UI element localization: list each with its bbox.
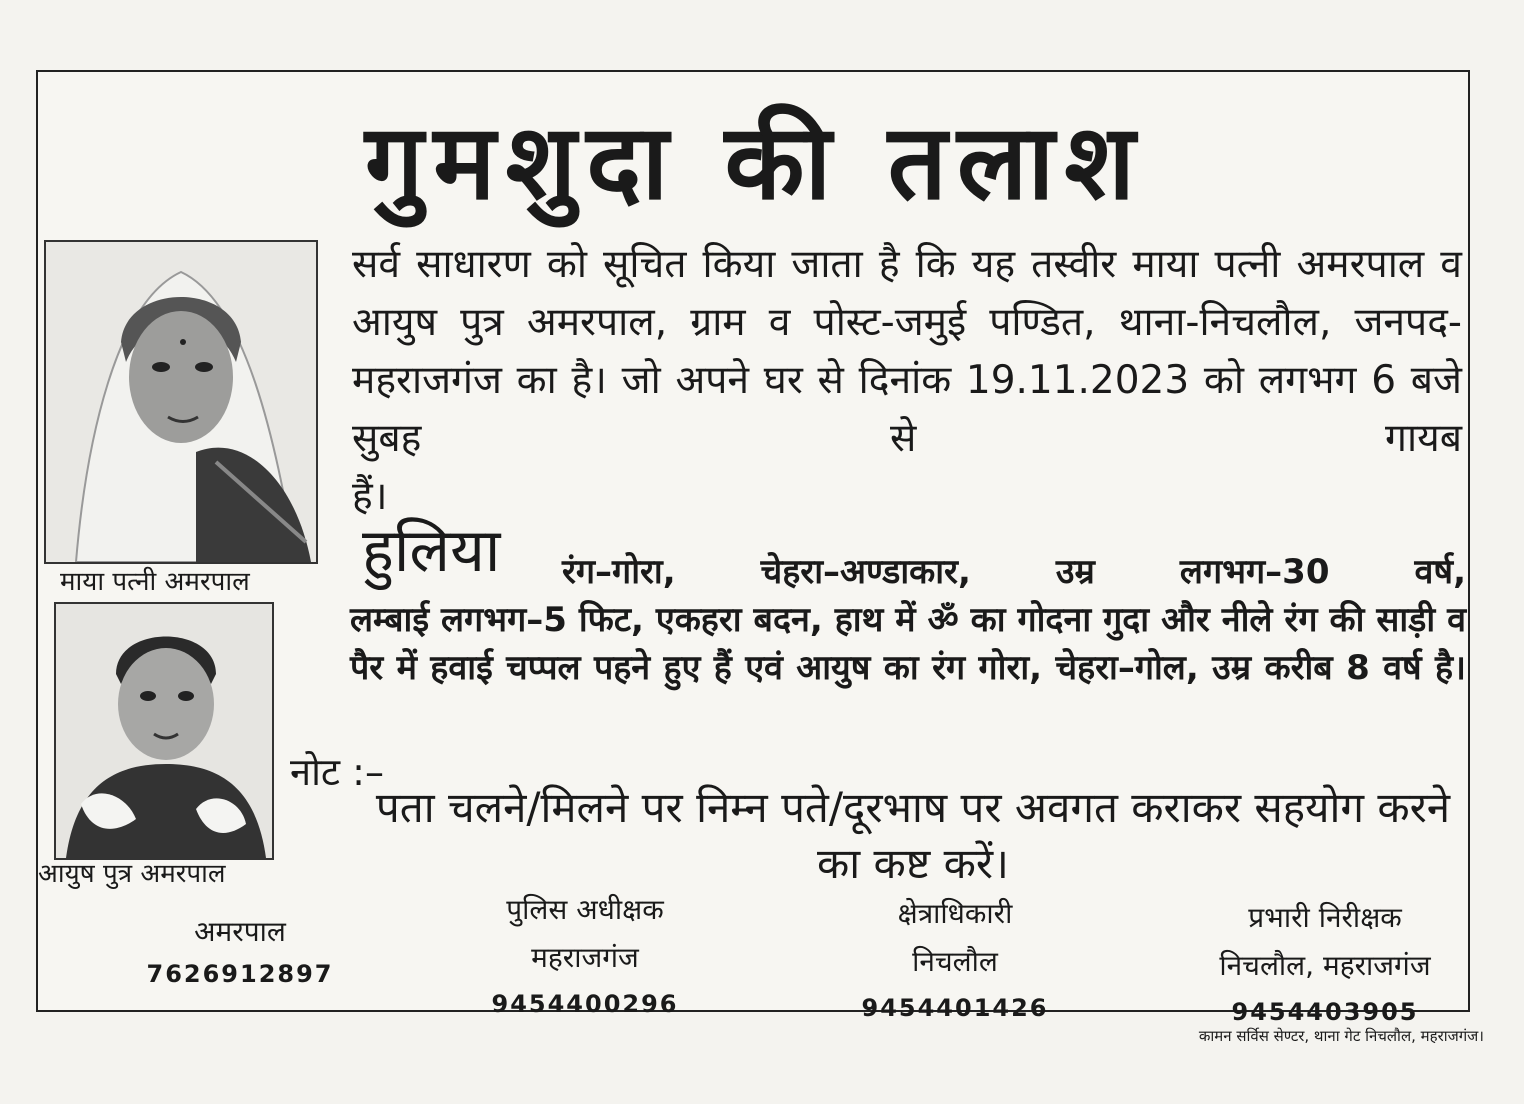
- contact-sp: [440, 890, 730, 1022]
- contact-title: अमरपाल: [194, 915, 286, 948]
- description-heading: हुलिया: [362, 516, 501, 586]
- description-rest: लम्बाई लगभग–5 फिट, एकहरा बदन, हाथ में ॐ का गोदना गुदा और नीले रंग की साड़ी व पैर में हवाई चप्पल पहने हुए हैं एवं आयुष का रंग गोरा, चेहरा–गोल, उम्र करीब 8 वर्ष है।: [350, 600, 1466, 688]
- contact-phone: 9454401426: [861, 994, 1049, 1022]
- contact-phone: 9454400296: [491, 990, 679, 1018]
- intro-paragraph: सर्व साधारण को सूचित किया जाता है कि यह तस्वीर माया पत्नी अमरपाल व आयुष पुत्र अमरपाल, ग्राम व पोस्ट-जमुई पण्डित, थाना-निचलौल, जनपद-महराजगंज का है। जो अपने घर से दिनांक 19.11.2023 को लगभग 6 बजे सुबह से गायब: [352, 242, 1462, 461]
- photo-maya: [44, 240, 318, 564]
- photo-ayush: [54, 602, 274, 860]
- contact-amarpal: [140, 912, 340, 992]
- photo-caption-maya: माया पत्नी अमरपाल: [60, 567, 250, 597]
- photo-caption-ayush: आयुष पुत्र अमरपाल: [38, 859, 226, 889]
- contact-subtitle: निचलौल: [912, 945, 998, 978]
- contact-phone: 7626912897: [146, 960, 334, 988]
- poster-title: गुमशुदा की तलाश: [364, 101, 1146, 223]
- contact-co: [820, 894, 1090, 1026]
- contact-title: प्रभारी निरीक्षक: [1248, 901, 1402, 934]
- contact-title: पुलिस अधीक्षक: [506, 893, 664, 926]
- contact-phone: 9454403905: [1231, 998, 1419, 1026]
- note-label: नोट :–: [290, 750, 384, 794]
- description-paragraph: [350, 548, 1466, 692]
- contact-subtitle: निचलौल, महराजगंज: [1219, 949, 1431, 982]
- description-first-line: रंग–गोरा, चेहरा–अण्डाकार, उम्र लगभग–30 वर्ष,: [562, 552, 1466, 592]
- intro-paragraph-end: हैं।: [352, 474, 388, 519]
- contact-title: क्षेत्राधिकारी: [897, 897, 1013, 930]
- woman-portrait-image: [46, 242, 316, 562]
- note-text: पता चलने/मिलने पर निम्न पते/दूरभाष पर अवगत कराकर सहयोग करने का कष्ट करें।: [375, 783, 1451, 888]
- printer-credit: कामन सर्विस सेण्टर, थाना गेट निचलौल, महराजगंज।: [1198, 1027, 1484, 1045]
- contact-sho: [1170, 898, 1480, 1030]
- boy-portrait-image: [56, 604, 272, 858]
- contact-subtitle: महराजगंज: [531, 941, 639, 974]
